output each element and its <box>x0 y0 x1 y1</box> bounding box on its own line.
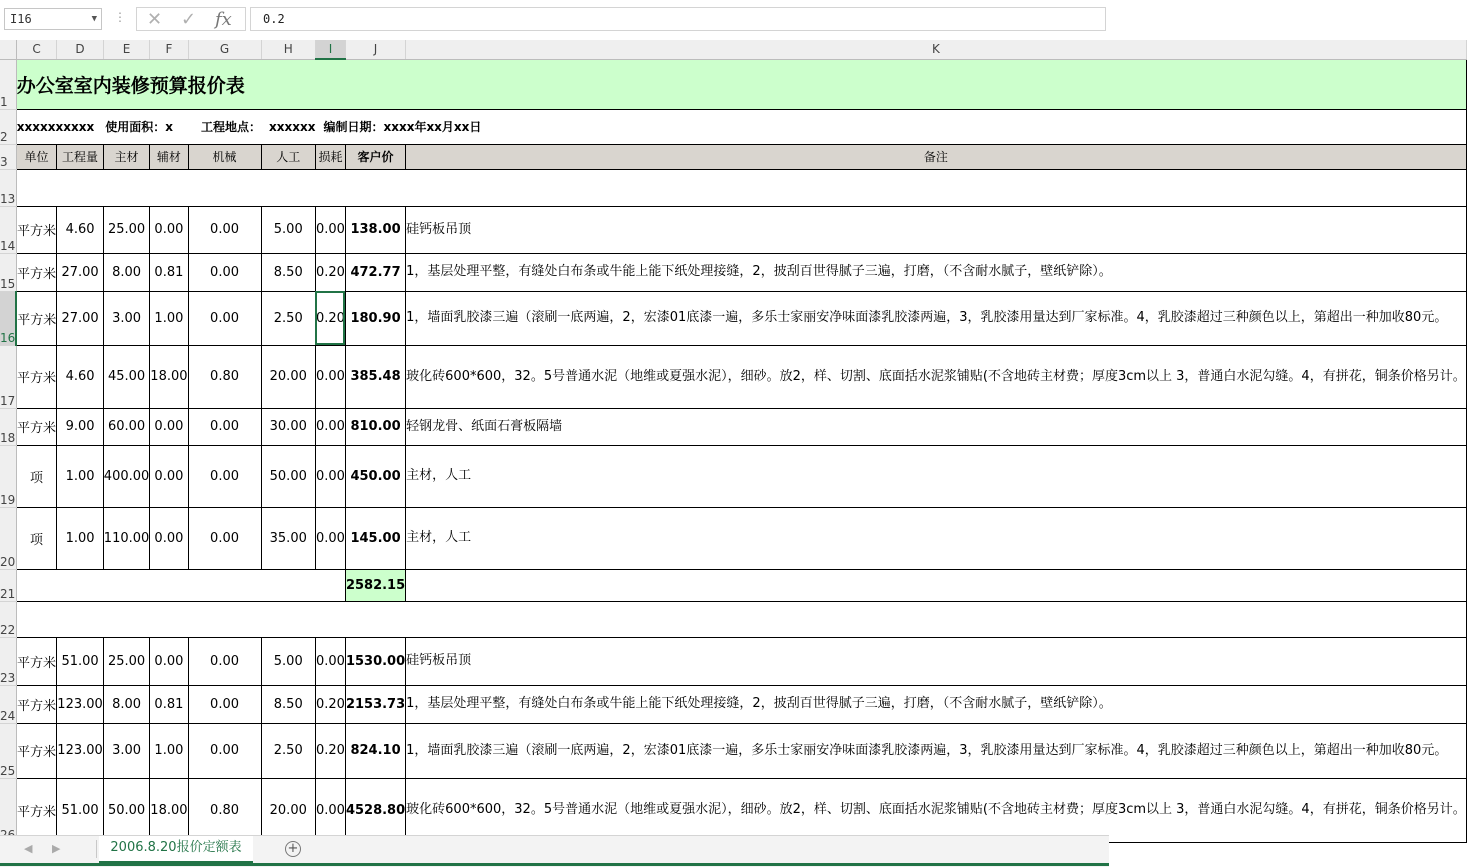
cell-unit[interactable]: 平方米 <box>16 206 57 253</box>
cell-unit[interactable]: 平方米 <box>16 778 57 842</box>
cell-machinery[interactable]: 0.00 <box>188 507 261 569</box>
cell-machinery[interactable]: 0.00 <box>188 637 261 685</box>
cell-remarks[interactable]: 1，墙面乳胶漆三遍（滚刷一底两遍，2，宏漆01底漆一遍，多乐士家丽安净味面漆乳胶漆两遍，3，乳胶漆用量达到厂家标准。4，乳胶漆超过三种颜色以上，第超出一种加收80元。 <box>406 723 1467 778</box>
cell-aux-material[interactable]: 18.00 <box>150 778 188 842</box>
cell-unit[interactable]: 平方米 <box>16 685 57 723</box>
cell-aux-material[interactable]: 0.00 <box>150 206 188 253</box>
cell-customer-price[interactable]: 385.48 <box>345 345 405 408</box>
row-header[interactable]: 23 <box>0 637 16 685</box>
subtotal-spacer[interactable] <box>16 569 345 601</box>
cell-quantity[interactable]: 4.60 <box>57 345 104 408</box>
cell-aux-material[interactable]: 1.00 <box>150 723 188 778</box>
cell-remarks[interactable]: 1，基层处理平整，有缝处白布条或牛能上能下纸处理接缝，2，披刮百世得腻子三遍，打磨，（不含耐水腻子，壁纸铲除）。 <box>406 253 1467 291</box>
cell-aux-material[interactable]: 0.00 <box>150 637 188 685</box>
prev-sheet-icon[interactable]: ◀ <box>24 842 33 855</box>
cell-main-material[interactable]: 45.00 <box>103 345 150 408</box>
cell-main-material[interactable]: 25.00 <box>103 206 150 253</box>
cell-loss[interactable]: 0.00 <box>315 345 345 408</box>
header-loss[interactable]: 损耗 <box>315 144 345 169</box>
cell-aux-material[interactable]: 0.00 <box>150 445 188 507</box>
cell-quantity[interactable]: 51.00 <box>57 778 104 842</box>
cell-customer-price[interactable]: 824.10 <box>345 723 405 778</box>
name-box-value: I16 <box>10 12 32 26</box>
table-row <box>0 723 1466 778</box>
table-row <box>0 253 1466 291</box>
table-row <box>0 507 1466 569</box>
spreadsheet-grid <box>0 40 1467 843</box>
cell-loss[interactable]: 0.00 <box>315 637 345 685</box>
cell-labor[interactable]: 5.00 <box>261 206 315 253</box>
cell-remarks[interactable]: 硅钙板吊顶 <box>406 637 1467 685</box>
header-labor[interactable]: 人工 <box>261 144 315 169</box>
cell-quantity[interactable]: 1.00 <box>57 445 104 507</box>
table-row <box>0 778 1466 842</box>
cell-labor[interactable]: 8.50 <box>261 253 315 291</box>
cell-labor[interactable]: 35.00 <box>261 507 315 569</box>
cell-main-material[interactable]: 3.00 <box>103 723 150 778</box>
table-row <box>0 291 1466 345</box>
cell-unit[interactable]: 平方米 <box>16 637 57 685</box>
cell-customer-price[interactable]: 450.00 <box>345 445 405 507</box>
row-header[interactable]: 22 <box>0 601 16 637</box>
cell-customer-price[interactable]: 4528.80 <box>345 778 405 842</box>
client-name[interactable]: xxxxxxxxxx <box>16 109 103 144</box>
cell-loss[interactable]: 0.00 <box>315 408 345 445</box>
cell-main-material[interactable]: 60.00 <box>103 408 150 445</box>
cell-labor[interactable]: 5.00 <box>261 637 315 685</box>
cell-loss[interactable]: 0.00 <box>315 445 345 507</box>
header-machinery[interactable]: 机械 <box>188 144 261 169</box>
cell-aux-material[interactable]: 0.00 <box>150 507 188 569</box>
cell-aux-material[interactable]: 0.00 <box>150 408 188 445</box>
cell-machinery[interactable]: 0.00 <box>188 408 261 445</box>
cell-remarks[interactable]: 玻化砖600*600，32。5号普通水泥（地维或夏强水泥），细砂。放2，样、切割、底面括水泥浆铺贴(不含地砖主材费；厚度3cm以上 3，普通白水泥勾缝。4，有拼花，铜条价格另计。 <box>406 345 1467 408</box>
cell-remarks[interactable]: 硅钙板吊顶 <box>406 206 1467 253</box>
cell-main-material[interactable]: 400.00 <box>103 445 150 507</box>
row-header[interactable]: 14 <box>0 206 16 253</box>
table-row <box>0 206 1466 253</box>
status-bar-strip <box>0 863 1109 866</box>
add-sheet-icon[interactable]: + <box>285 841 301 857</box>
cell-aux-material[interactable]: 1.00 <box>150 291 188 345</box>
cell-remarks[interactable]: 轻钢龙骨、纸面石膏板隔墙 <box>406 408 1467 445</box>
cell-quantity[interactable]: 27.00 <box>57 291 104 345</box>
cell-quantity[interactable]: 123.00 <box>57 723 104 778</box>
cell-quantity[interactable]: 51.00 <box>57 637 104 685</box>
fx-icon[interactable]: fx <box>215 9 232 30</box>
row-header[interactable]: 21 <box>0 569 16 601</box>
cell-remarks[interactable]: 主材，人工 <box>406 507 1467 569</box>
cell-aux-material[interactable]: 0.81 <box>150 685 188 723</box>
cell-unit[interactable]: 平方米 <box>16 291 57 345</box>
cell-loss[interactable]: 0.20 <box>315 253 345 291</box>
cell-labor[interactable]: 8.50 <box>261 685 315 723</box>
subtotal-row <box>0 569 1466 601</box>
table-row <box>0 345 1466 408</box>
header-unit[interactable]: 单位 <box>16 144 57 169</box>
row-header[interactable]: 15 <box>0 253 16 291</box>
cell-customer-price[interactable]: 472.77 <box>345 253 405 291</box>
cell-main-material[interactable]: 3.00 <box>103 291 150 345</box>
cell-unit[interactable]: 平方米 <box>16 723 57 778</box>
formula-bar <box>0 0 1109 41</box>
cell-aux-material[interactable]: 0.81 <box>150 253 188 291</box>
cell-quantity[interactable]: 123.00 <box>57 685 104 723</box>
row-header[interactable] <box>0 778 16 842</box>
empty-row[interactable] <box>16 601 1466 637</box>
cell-customer-price[interactable]: 138.00 <box>345 206 405 253</box>
header-aux-material[interactable]: 辅材 <box>150 144 188 169</box>
cell-remarks[interactable]: 主材，人工 <box>406 445 1467 507</box>
subtotal-remarks[interactable] <box>406 569 1467 601</box>
cell-customer-price[interactable]: 180.90 <box>345 291 405 345</box>
select-all-corner[interactable] <box>0 40 16 59</box>
cell-main-material[interactable]: 50.00 <box>103 778 150 842</box>
cell-loss[interactable]: 0.00 <box>315 778 345 842</box>
name-box[interactable] <box>4 8 102 30</box>
cell-loss[interactable]: 0.20 <box>315 723 345 778</box>
row-header[interactable]: 1 <box>0 59 16 109</box>
cell-quantity[interactable]: 9.00 <box>57 408 104 445</box>
cell-unit[interactable]: 平方米 <box>16 253 57 291</box>
row-header[interactable]: 3 <box>0 144 16 169</box>
worksheet <box>0 40 1466 835</box>
row-header[interactable]: 25 <box>0 723 16 778</box>
column-header-h[interactable]: H <box>261 40 315 59</box>
column-header-c[interactable]: C <box>16 40 57 59</box>
cell-loss[interactable]: 0.00 <box>315 206 345 253</box>
tab-divider <box>96 840 97 858</box>
column-header-k[interactable]: K <box>406 40 1467 59</box>
next-sheet-icon[interactable]: ▶ <box>52 842 61 855</box>
formula-buttons <box>136 7 246 31</box>
row-header[interactable]: 19 <box>0 445 16 507</box>
cell-remarks[interactable]: 1，基层处理平整，有缝处白布条或牛能上能下纸处理接缝，2，披刮百世得腻子三遍，打磨，（不含耐水腻子，壁纸铲除）。 <box>406 685 1467 723</box>
cell-customer-price[interactable]: 145.00 <box>345 507 405 569</box>
cell-unit[interactable]: 项 <box>16 507 57 569</box>
sheet-title[interactable]: 办公室室内装修预算报价表 <box>16 59 1466 109</box>
row-header[interactable]: 18 <box>0 408 16 445</box>
column-header-j[interactable]: J <box>345 40 405 59</box>
empty-row[interactable] <box>16 169 1466 206</box>
cell-machinery[interactable]: 0.80 <box>188 345 261 408</box>
cell-quantity[interactable]: 1.00 <box>57 507 104 569</box>
cell-unit[interactable]: 平方米 <box>16 345 57 408</box>
cell-machinery[interactable]: 0.00 <box>188 291 261 345</box>
area-label[interactable]: 使用面积：x <box>103 109 188 144</box>
cell-unit[interactable]: 项 <box>16 445 57 507</box>
cell-machinery[interactable]: 0.00 <box>188 445 261 507</box>
cell-main-material[interactable]: 8.00 <box>103 253 150 291</box>
column-header-g[interactable]: G <box>188 40 261 59</box>
cell-quantity[interactable]: 27.00 <box>57 253 104 291</box>
formula-input[interactable]: 0.2 <box>250 7 1106 31</box>
enter-icon[interactable]: ✓ <box>181 9 197 30</box>
sheet-tab-active[interactable]: 2006.8.20报价定额表 <box>99 836 253 864</box>
cell-machinery[interactable]: 0.80 <box>188 778 261 842</box>
cell-loss[interactable]: 0.00 <box>315 507 345 569</box>
cell-labor[interactable]: 2.50 <box>261 291 315 345</box>
row-header[interactable]: 20 <box>0 507 16 569</box>
row-header[interactable]: 17 <box>0 345 16 408</box>
column-header-f[interactable]: F <box>150 40 188 59</box>
column-header-e[interactable]: E <box>103 40 150 59</box>
cell-labor[interactable]: 30.00 <box>261 408 315 445</box>
chevron-down-icon[interactable]: ▼ <box>91 14 97 24</box>
table-row <box>0 685 1466 723</box>
cell-machinery[interactable]: 0.00 <box>188 723 261 778</box>
cell-customer-price[interactable]: 810.00 <box>345 408 405 445</box>
table-row <box>0 408 1466 445</box>
header-remarks[interactable]: 备注 <box>406 144 1467 169</box>
active-cell-loss[interactable]: 0.20 <box>315 291 345 345</box>
cell-machinery[interactable]: 0.00 <box>188 206 261 253</box>
cancel-icon[interactable]: ✕ <box>147 9 163 30</box>
cell-labor[interactable]: 2.50 <box>261 723 315 778</box>
table-row <box>0 637 1466 685</box>
column-header-d[interactable]: D <box>57 40 104 59</box>
cell-main-material[interactable]: 110.00 <box>103 507 150 569</box>
more-icon[interactable]: ⋮ <box>114 10 126 24</box>
column-header-i[interactable]: I <box>315 40 345 59</box>
cell-main-material[interactable]: 25.00 <box>103 637 150 685</box>
cell-main-material[interactable]: 8.00 <box>103 685 150 723</box>
cell-machinery[interactable]: 0.00 <box>188 253 261 291</box>
row-header[interactable]: 24 <box>0 685 16 723</box>
table-row <box>0 445 1466 507</box>
date-label[interactable]: 编制日期：xxxx年xx月xx日 <box>315 109 1466 144</box>
cell-unit[interactable]: 平方米 <box>16 408 57 445</box>
cell-labor[interactable]: 20.00 <box>261 778 315 842</box>
cell-labor[interactable]: 20.00 <box>261 345 315 408</box>
row-header[interactable]: 16 <box>0 291 16 345</box>
location-label[interactable]: 工程地点： <box>188 109 261 144</box>
location-value[interactable]: xxxxxx <box>261 109 315 144</box>
cell-remarks[interactable]: 玻化砖600*600，32。5号普通水泥（地维或夏强水泥），细砂。放2，样、切割、底面括水泥浆铺贴(不含地砖主材费；厚度3cm以上 3，普通白水泥勾缝。4，有拼花，铜条价格另计。 <box>406 778 1467 842</box>
cell-aux-material[interactable]: 18.00 <box>150 345 188 408</box>
cell-customer-price[interactable]: 1530.00 <box>345 637 405 685</box>
cell-labor[interactable]: 50.00 <box>261 445 315 507</box>
cell-customer-price[interactable]: 2153.73 <box>345 685 405 723</box>
cell-machinery[interactable]: 0.00 <box>188 685 261 723</box>
header-main-material[interactable]: 主材 <box>103 144 150 169</box>
row-header[interactable]: 13 <box>0 169 16 206</box>
row-header[interactable]: 2 <box>0 109 16 144</box>
cell-remarks[interactable]: 1，墙面乳胶漆三遍（滚刷一底两遍，2，宏漆01底漆一遍，多乐士家丽安净味面漆乳胶漆两遍，3，乳胶漆用量达到厂家标准。4，乳胶漆超过三种颜色以上，第超出一种加收80元。 <box>406 291 1467 345</box>
header-quantity[interactable]: 工程量 <box>57 144 104 169</box>
cell-quantity[interactable]: 4.60 <box>57 206 104 253</box>
header-customer-price[interactable]: 客户价 <box>345 144 405 169</box>
subtotal-value[interactable]: 2582.15 <box>345 569 405 601</box>
cell-loss[interactable]: 0.20 <box>315 685 345 723</box>
